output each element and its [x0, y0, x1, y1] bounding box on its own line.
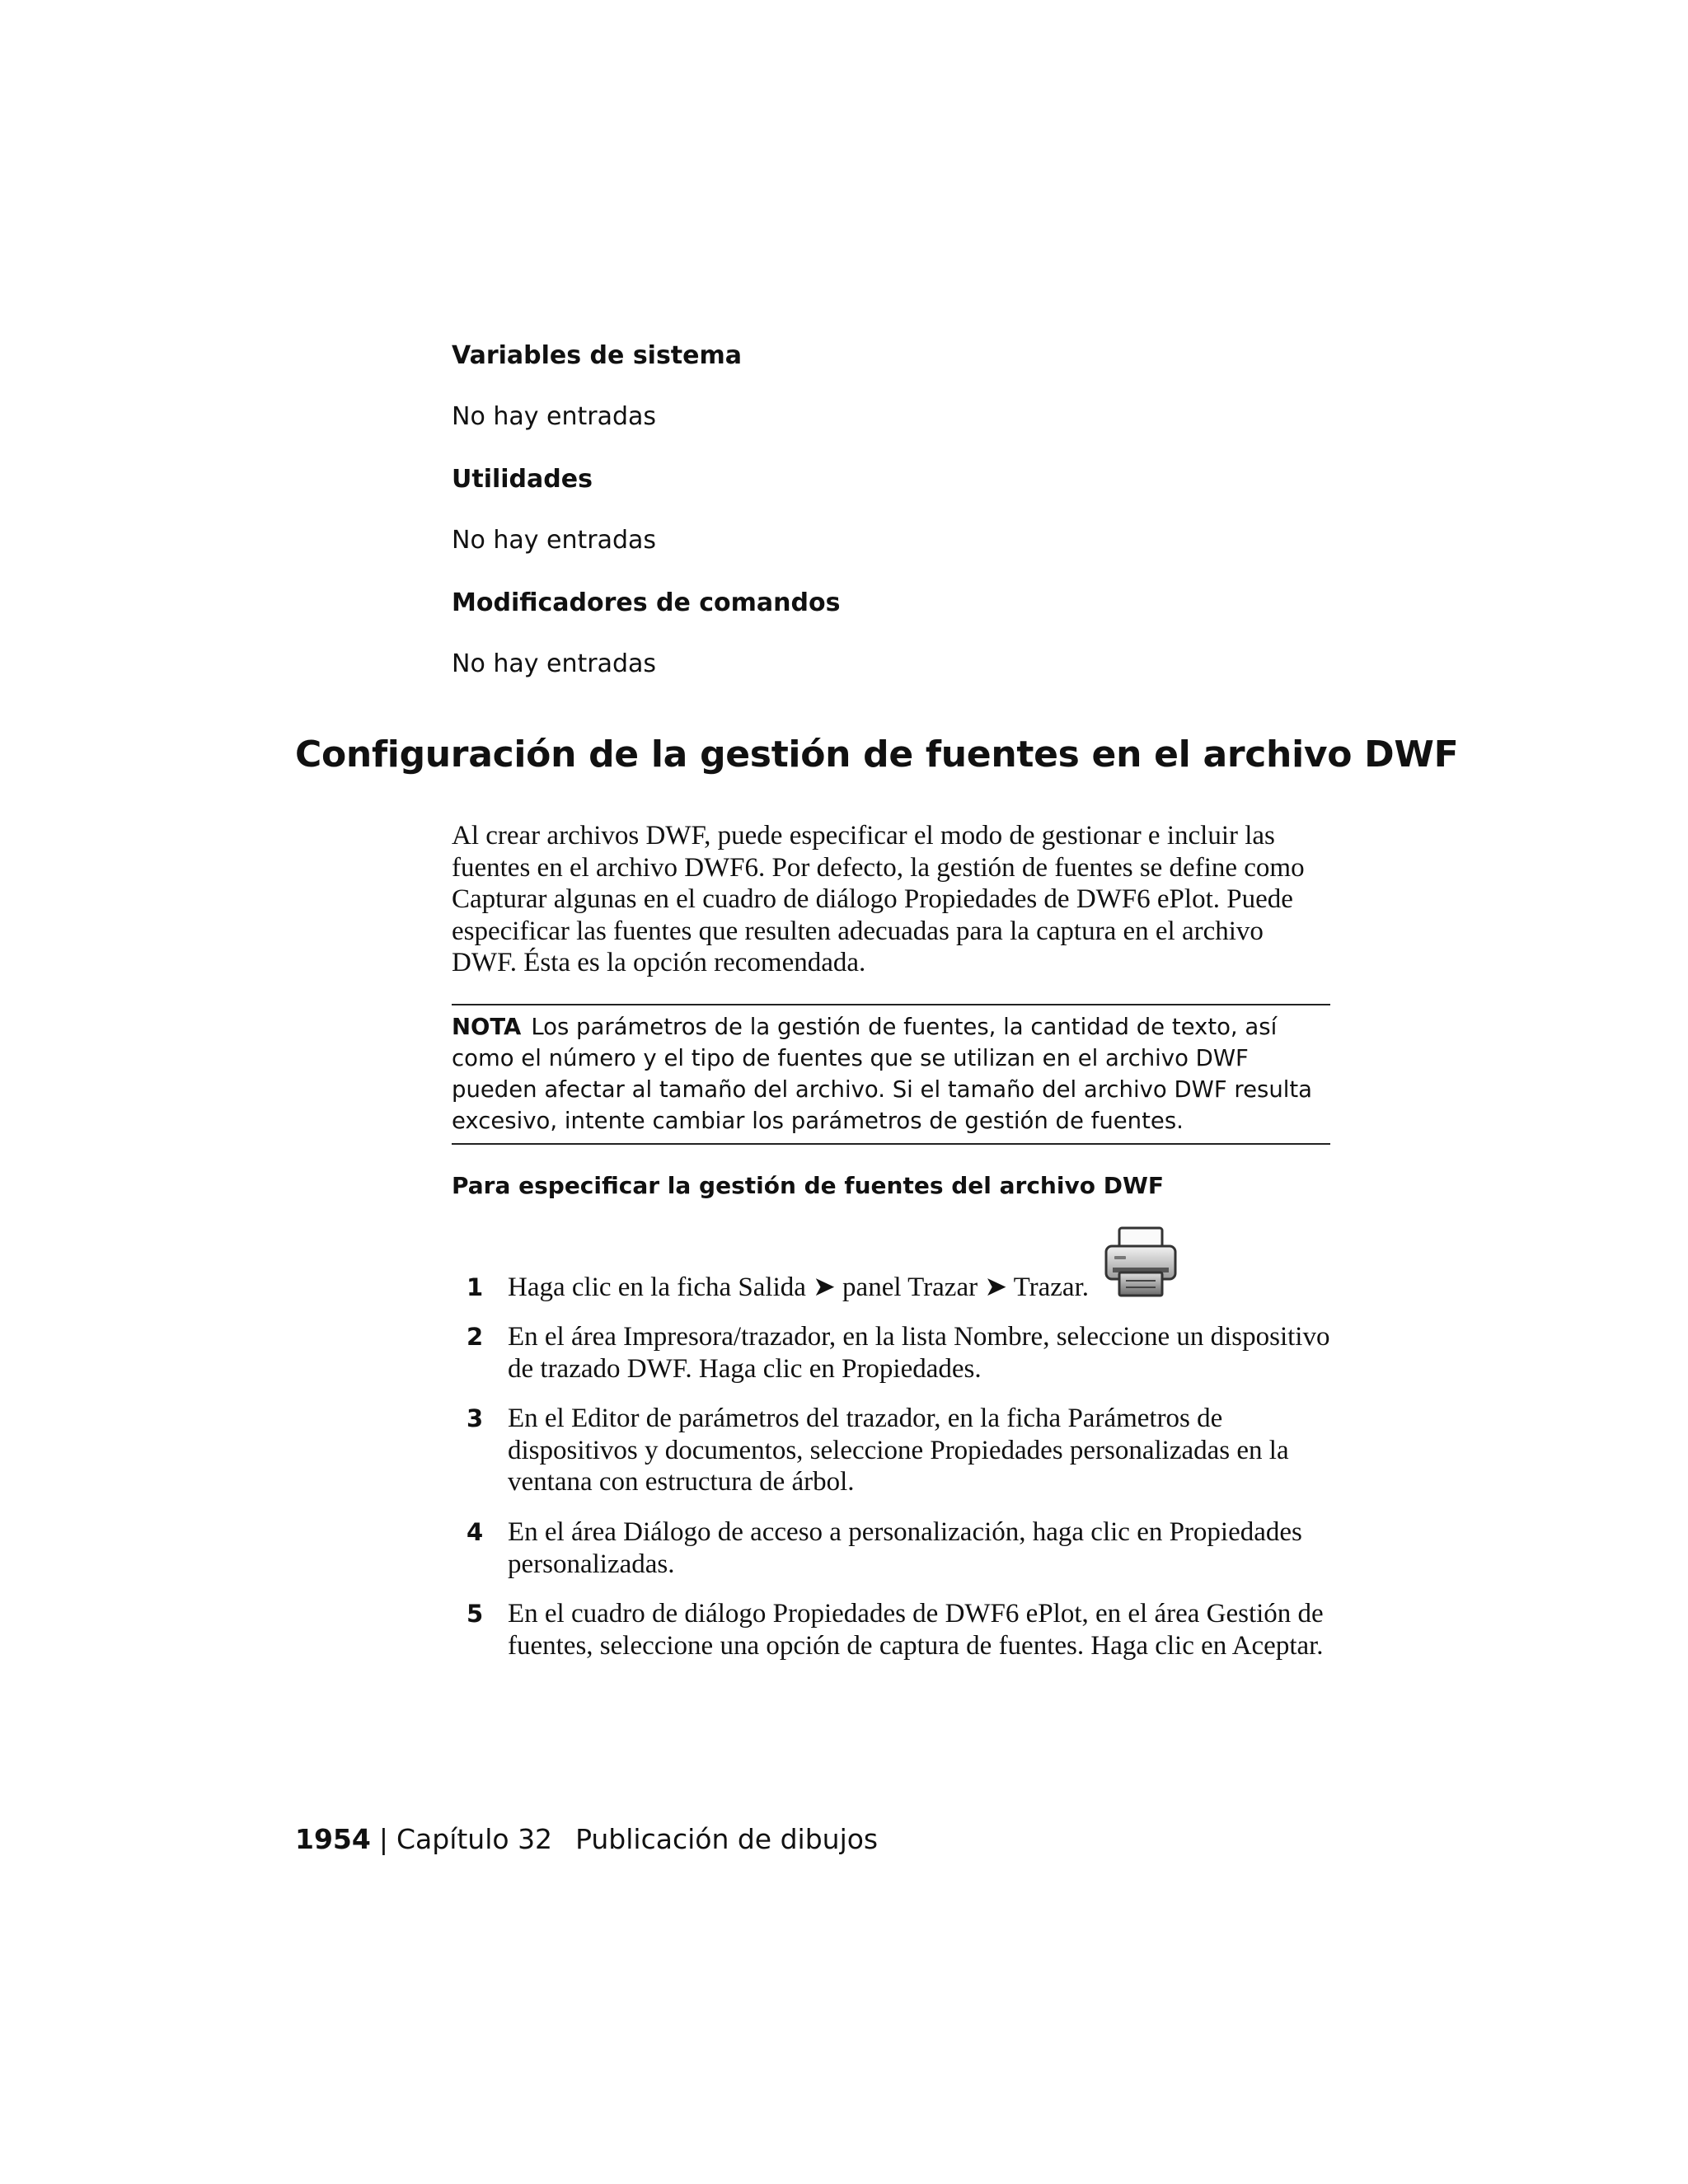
- page-number: 1954: [295, 1823, 371, 1855]
- procedure-title: Para especificar la gestión de fuentes del archivo DWF: [452, 1172, 1164, 1199]
- subsection-heading-system-variables: Variables de sistema: [452, 341, 743, 370]
- step-text: En el área Impresora/trazador, en la lista Nombre, seleccione un dispositivo de trazado DWF. Haga clic en Propiedades.: [508, 1322, 1330, 1384]
- step-text: En el área Diálogo de acceso a personalización, haga clic en Propiedades personalizadas.: [508, 1517, 1302, 1579]
- section-intro: Al crear archivos DWF, puede especificar el modo de gestionar e incluir las fuentes en el archivo DWF6. Por defecto, la gestión de fuentes se define como Capturar algunas en el cuadro de diálogo Propiedades de DWF6 ePlot. Puede especificar las fuentes que resulten adecuadas para la captura en el archivo DWF. Ésta es la opción recomendada.: [452, 821, 1305, 977]
- chapter-title: Publicación de dibujos: [575, 1823, 879, 1855]
- step-number: 5: [467, 1600, 484, 1628]
- procedure-step: [467, 1516, 1335, 1580]
- step-text: En el Editor de parámetros del trazador, en la ficha Parámetros de dispositivos y documentos, seleccione Propiedades personalizadas en la ventana con estructura de árbol.: [508, 1404, 1289, 1497]
- page-footer: [295, 1823, 878, 1855]
- section-title: Configuración de la gestión de fuentes en el archivo DWF: [295, 733, 1459, 776]
- procedure-step: [467, 1403, 1335, 1498]
- subsection-heading-command-modifiers: Modificadores de comandos: [452, 588, 841, 617]
- note-text: Los parámetros de la gestión de fuentes, la cantidad de texto, así como el número y el tipo de fuentes que se utilizan en el archivo DWF pueden afectar al tamaño del archivo. Si el tamaño del archivo DWF resulta excesivo, intente cambiar los parámetros de gestión de fuentes.: [452, 1014, 1313, 1134]
- note-label: NOTA: [452, 1014, 522, 1040]
- footer-separator: |: [378, 1823, 388, 1855]
- note-box: [452, 1004, 1330, 1145]
- printer-icon: [1103, 1225, 1179, 1301]
- step-number: 4: [467, 1518, 484, 1546]
- subsection-text-system-variables: No hay entradas: [452, 402, 657, 431]
- procedure-step: [467, 1321, 1335, 1385]
- chapter-label: Capítulo 32: [396, 1823, 553, 1855]
- subsection-text-command-modifiers: No hay entradas: [452, 649, 657, 678]
- step-text: En el cuadro de diálogo Propiedades de DWF6 ePlot, en el área Gestión de fuentes, seleccione una opción de captura de fuentes. Haga clic en Aceptar.: [508, 1599, 1324, 1661]
- subsection-text-utilities: No hay entradas: [452, 526, 657, 555]
- step-number: 3: [467, 1404, 484, 1432]
- step-number: 1: [467, 1273, 484, 1301]
- step-text: Haga clic en la ficha Salida ➤ panel Trazar ➤ Trazar.: [508, 1272, 1089, 1302]
- procedure-step: [467, 1598, 1335, 1661]
- procedure-step: [467, 1272, 1335, 1304]
- step-number: 2: [467, 1323, 484, 1351]
- subsection-heading-utilities: Utilidades: [452, 465, 593, 494]
